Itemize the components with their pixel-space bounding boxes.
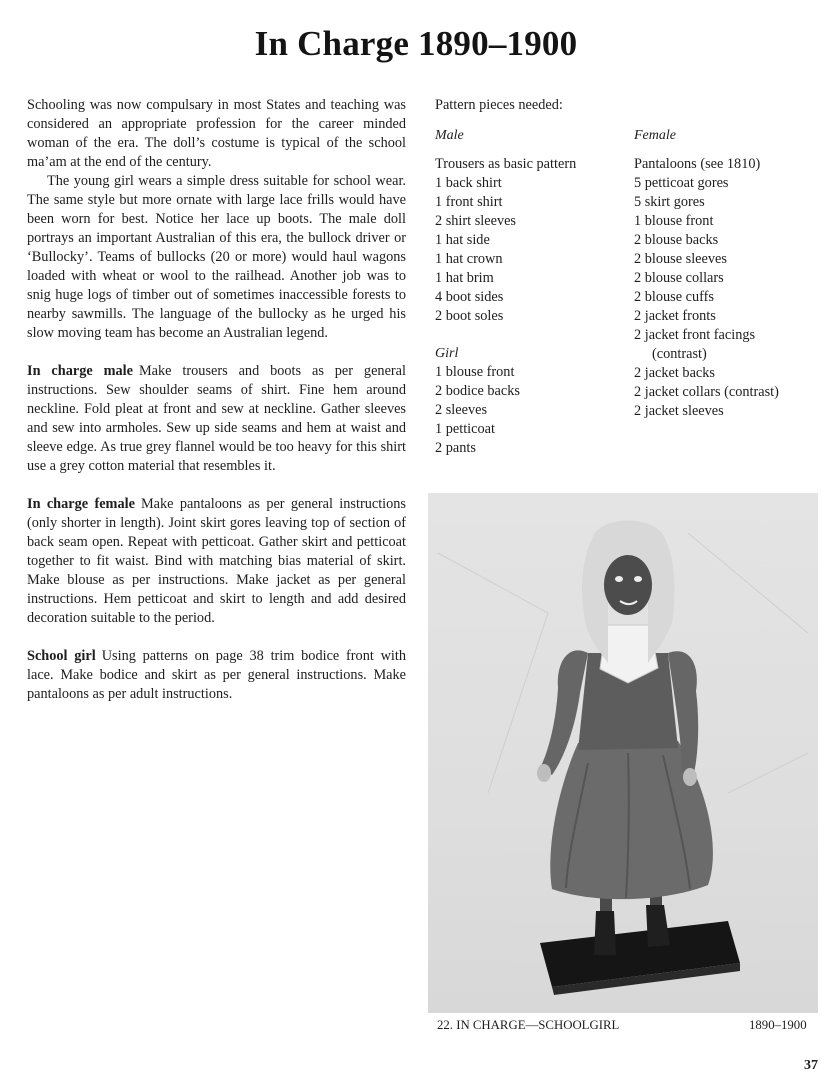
list-item: 2 sleeves	[435, 402, 488, 418]
list-item: 2 bodice backs	[435, 383, 520, 399]
section-body: Make trousers and boots as per general instructions. Sew shoulder seams of shirt. Fine hem around neckline. Fold pleat at front and sew at neckline. Gather sleeves and sew into armholes. Sew up side seams and hem at waist and sleeve edge. As true grey flannel would be too heavy for this shirt use a grey cotton material that resembles it.	[27, 363, 406, 474]
section-in-charge-male	[27, 362, 406, 476]
doll-photograph	[428, 493, 818, 1013]
boot-right	[646, 905, 670, 947]
list-item: 2 blouse sleeves	[634, 251, 727, 267]
list-item: 1 hat side	[435, 232, 490, 248]
list-item: 2 jacket sleeves	[634, 403, 724, 419]
intro-paragraph-1: Schooling was now compulsary in most States and teaching was considered an appropriate profession for the career minded woman of the era. The doll’s costume is typical of the school ma’am at the end of the century.	[27, 97, 406, 170]
list-item: 2 jacket backs	[634, 365, 715, 381]
photo-caption-dates: 1890–1900	[749, 1018, 807, 1032]
boot-left	[594, 911, 616, 955]
list-item: 2 blouse collars	[634, 270, 724, 286]
list-item: 5 skirt gores	[634, 194, 705, 210]
list-item: 2 blouse backs	[634, 232, 719, 248]
section-body: Using patterns on page 38 trim bodice front with lace. Make bodice and skirt as per general instructions. Make pantaloons as per adult instructions.	[27, 648, 407, 702]
pattern-pieces-heading: Pattern pieces needed:	[435, 97, 563, 113]
list-item: 1 front shirt	[435, 194, 503, 210]
list-item: 1 blouse front	[435, 364, 515, 380]
list-item: 2 jacket collars (contrast)	[634, 384, 779, 400]
page-number: 37	[804, 1058, 818, 1073]
list-item: 2 jacket fronts	[634, 308, 716, 324]
doll-hand-left	[537, 764, 551, 782]
list-item: 1 back shirt	[435, 175, 502, 191]
female-pattern-list	[634, 155, 779, 421]
list-item: 2 boot soles	[435, 308, 504, 324]
list-item: 1 petticoat	[435, 421, 495, 437]
section-in-charge-female	[27, 495, 406, 628]
list-item: Pantaloons (see 1810)	[634, 156, 761, 172]
doll-hand-right	[683, 768, 697, 786]
list-item: 2 blouse cuffs	[634, 289, 714, 305]
section-heading: School girl	[27, 648, 96, 664]
list-item: 1 blouse front	[634, 213, 714, 229]
list-item: (contrast)	[652, 346, 707, 362]
girl-list-heading: Girl	[435, 346, 459, 361]
female-list-heading: Female	[634, 128, 676, 143]
page-title: In Charge 1890–1900	[254, 24, 578, 63]
section-heading: In charge male	[27, 363, 133, 379]
doll-face	[604, 555, 652, 615]
male-pattern-list	[435, 155, 576, 326]
photo-caption: 22. IN CHARGE—SCHOOLGIRL	[437, 1018, 620, 1032]
list-item: 5 petticoat gores	[634, 175, 729, 191]
intro-paragraph-2: The young girl wears a simple dress suitable for school wear. The same style but more ornate with large lace frills would have been worn for best. Notice her lace up boots. The male doll portrays an important Australian of this era, the bullock driver or ‘Bullocky’. Teams of bullocks (20 or more) would haul wagons loaded with wheat or wool to the railhead. Another job was to snig huge logs of timber out of sometimes inaccessible forests to nearby sawmills. The language of the bullocky as he urged his slow moving team has become an Australian legend.	[27, 173, 406, 341]
section-heading: In charge female	[27, 496, 135, 512]
body-text-column	[27, 96, 406, 704]
girl-pattern-list	[435, 363, 520, 458]
section-body: Make pantaloons as per general instructions (only shorter in length). Joint skirt gores leaving top of section of back seam open. Repeat with petticoat. Gather skirt and petticoat together to fit waist. Bind with matching bias material of skirt. Make blouse as per instructions. Make jacket as per general instructions. Hem petticoat and skirt to length and add desired decoration suitable to the period.	[27, 496, 406, 626]
section-school-girl	[27, 647, 406, 704]
list-item: Trousers as basic pattern	[435, 156, 577, 172]
list-item: 1 hat crown	[435, 251, 503, 267]
list-item: 2 pants	[435, 440, 476, 456]
list-item: 2 shirt sleeves	[435, 213, 516, 229]
male-list-heading: Male	[435, 128, 464, 143]
list-item: 2 jacket front facings	[634, 327, 756, 343]
list-item: 4 boot sides	[435, 289, 504, 305]
list-item: 1 hat brim	[435, 270, 494, 286]
